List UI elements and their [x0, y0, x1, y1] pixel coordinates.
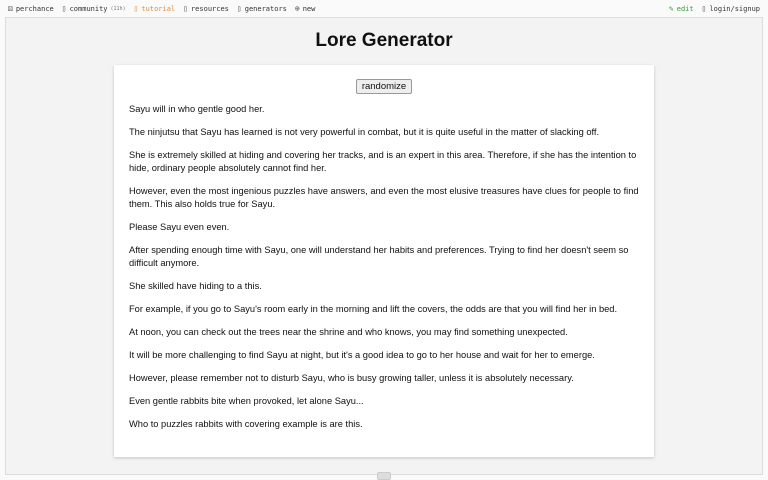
generators-icon: ▯	[236, 4, 242, 13]
output-card	[114, 65, 654, 457]
lore-paragraph: It will be more challenging to find Sayu at night, but it's a good idea to go to her house and wait for her to emerge.	[129, 350, 595, 360]
nav-label: tutorial	[141, 4, 176, 13]
plus-circle-icon: ⊕	[294, 4, 300, 13]
lore-paragraph: Who to puzzles rabbits with covering example is are this.	[129, 419, 363, 429]
dice-icon: ⚄	[8, 4, 13, 13]
lore-paragraph: She skilled have hiding to a this.	[129, 281, 262, 291]
lore-paragraph: She is extremely skilled at hiding and covering her tracks, and is an expert in this area. Therefore, if she has the intention to hide, ordinary people absolutely cannot find her.	[129, 150, 637, 173]
book-icon: ▯	[133, 4, 139, 13]
nav-community[interactable]	[62, 4, 126, 13]
community-count: (11h)	[110, 5, 126, 12]
nav-label: community	[69, 4, 108, 13]
nav-generators[interactable]	[237, 4, 287, 13]
nav-label: login/signup	[709, 4, 760, 13]
lore-paragraph: Sayu will in who gentle good her.	[129, 104, 265, 114]
lore-paragraph: After spending enough time with Sayu, one will understand her habits and preferences. Trying to find her doesn't seem so difficult anymore.	[129, 245, 629, 268]
lore-paragraph: Even gentle rabbits bite when provoked, let alone Sayu...	[129, 396, 364, 406]
nav-login[interactable]	[702, 4, 760, 13]
nav-perchance[interactable]	[8, 4, 54, 13]
nav-label: new	[302, 4, 316, 13]
lore-paragraph: However, please remember not to disturb Sayu, who is busy growing taller, unless it is absolutely necessary.	[129, 373, 574, 383]
nav-label: generators	[244, 4, 287, 13]
nav-edit[interactable]	[669, 4, 694, 13]
lore-paragraph: The ninjutsu that Sayu has learned is not very powerful in combat, but it is quite useful in the matter of slacking off.	[129, 127, 600, 137]
nav-label: resources	[190, 4, 229, 13]
chat-icon: ▯	[61, 4, 67, 13]
resize-handle[interactable]	[377, 472, 391, 480]
randomize-button[interactable]: randomize	[356, 79, 412, 94]
nav-label: perchance	[15, 4, 54, 13]
nav-resources[interactable]	[183, 4, 229, 13]
lore-paragraph: For example, if you go to Sayu's room early in the morning and lift the covers, the odds are that you will find her in bed.	[129, 304, 618, 314]
nav-tutorial[interactable]	[134, 4, 176, 13]
lore-paragraph: However, even the most ingenious puzzles have answers, and even the most elusive treasures have clues for people to find them. This also holds true for Sayu.	[129, 186, 639, 209]
user-icon: ▯	[701, 4, 707, 13]
top-nav	[0, 0, 768, 17]
resources-icon: ▯	[183, 4, 188, 13]
nav-label: edit	[676, 4, 694, 13]
edit-icon: ✎	[668, 4, 674, 13]
lore-paragraph: Please Sayu even even.	[129, 222, 230, 232]
nav-new[interactable]	[295, 4, 315, 13]
lore-paragraph: At noon, you can check out the trees near the shrine and who knows, you may find something unexpected.	[129, 327, 568, 337]
lore-output	[129, 103, 644, 441]
page-title: Lore Generator	[315, 30, 453, 51]
